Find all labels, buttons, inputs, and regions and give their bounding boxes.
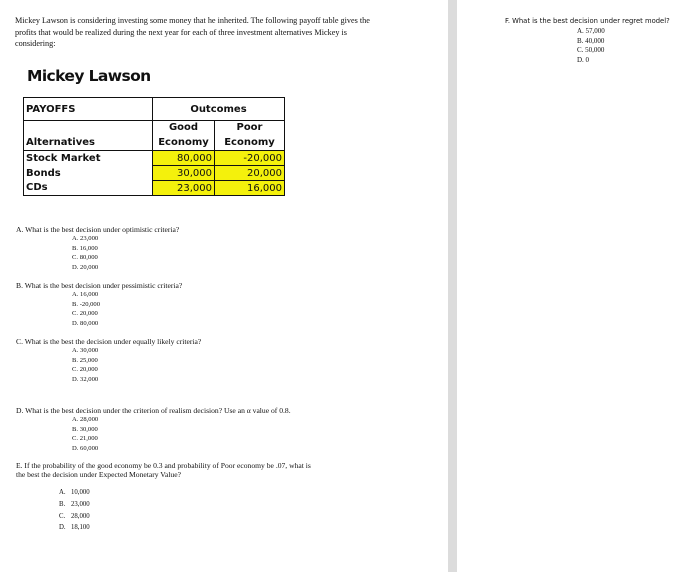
question-text-line1: E. If the probability of the good economy be 0.3 and probability of Poor economy be .07, what is [16, 461, 311, 470]
option-a: A. 57,000 [577, 26, 605, 35]
option-a: A. 16,000 [72, 291, 99, 299]
option-a: A. 10,000 [59, 489, 90, 496]
outcomes-label: Outcomes [153, 98, 285, 121]
option-b: B. 30,000 [72, 425, 98, 433]
question-text-line2: the best the decision under Expected Monetary Value? [16, 470, 181, 480]
question-text: A. What is the best decision under optimistic criteria? [16, 225, 180, 234]
option-c: C. 80,000 [72, 254, 98, 262]
question-e-options [59, 487, 90, 534]
row-name: Stock Market [24, 151, 153, 166]
option-c: C. 20,000 [72, 366, 98, 374]
option-c: C. 20,000 [72, 310, 98, 318]
option-d: D. 20,000 [72, 263, 99, 271]
option-b: B. 25,000 [72, 356, 98, 364]
poor-value: 16,000 [215, 181, 285, 196]
payoffs-label: PAYOFFS [24, 98, 153, 121]
question-text: C. What is the best the decision under equally likely criteria? [16, 337, 202, 346]
question-text: B. What is the best decision under pessimistic criteria? [16, 281, 183, 290]
option-b: B. 23,000 [59, 500, 90, 508]
option-d: D. 18,100 [59, 524, 90, 532]
option-c: C. 21,000 [72, 435, 98, 443]
option-c: C. 28,000 [59, 512, 90, 520]
good-economy-header-line1: Good [153, 121, 215, 135]
good-value: 80,000 [153, 151, 215, 166]
option-b: B. 16,000 [72, 244, 98, 252]
good-value: 23,000 [153, 181, 215, 196]
table-row [24, 151, 285, 166]
option-d: D. 60,000 [72, 444, 99, 452]
option-b: B. 40,000 [577, 36, 605, 45]
intro-paragraph: Mickey Lawson is considering investing some money that he inherited. The following payoff table gives the profits that would be realized during the next year for each of three investment alternatives Mickey is considering: [15, 16, 370, 48]
question-text: F. What is the best decision under regret model? [505, 17, 670, 25]
question-text: D. What is the best decision under the criterion of realism decision? Use an α value of 0.8. [16, 406, 291, 415]
question-a [16, 225, 179, 272]
option-b: B. -20,000 [72, 300, 101, 308]
payoff-table [23, 97, 285, 196]
question-b [16, 281, 182, 328]
option-d: D. 32,000 [72, 375, 99, 383]
good-value: 30,000 [153, 166, 215, 181]
table-row [24, 181, 285, 196]
row-name: CDs [24, 181, 153, 196]
question-d [16, 406, 291, 453]
page-divider [448, 0, 457, 572]
option-a: A. 30,000 [72, 347, 99, 355]
option-d: D. 80,000 [72, 319, 99, 327]
alternatives-label: Alternatives [24, 135, 153, 151]
poor-economy-header-line2: Economy [215, 135, 285, 151]
poor-value: 20,000 [215, 166, 285, 181]
question-c [16, 337, 201, 384]
poor-value: -20,000 [215, 151, 285, 166]
option-a: A. 23,000 [72, 235, 99, 243]
table-title: Mickey Lawson [27, 67, 151, 85]
option-d: D. 0 [577, 56, 590, 65]
row-name: Bonds [24, 166, 153, 181]
question-f [505, 17, 670, 66]
poor-economy-header-line1: Poor [215, 121, 285, 135]
option-c: C. 50,000 [577, 46, 605, 55]
question-e [16, 461, 311, 480]
option-a: A. 28,000 [72, 416, 99, 424]
good-economy-header-line2: Economy [153, 135, 215, 151]
table-row [24, 166, 285, 181]
